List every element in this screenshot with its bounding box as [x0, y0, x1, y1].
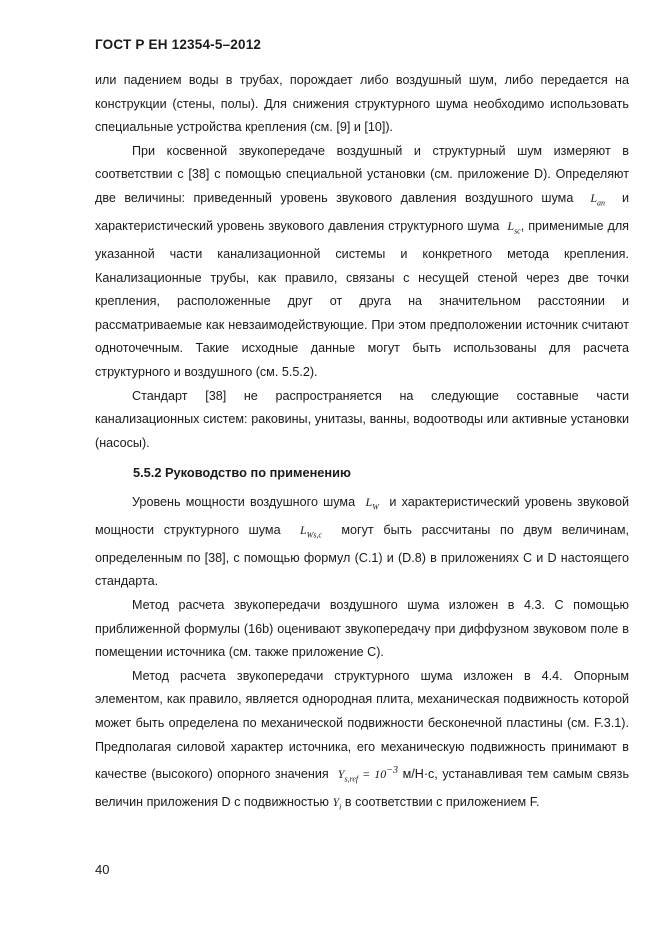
- paragraph-4: [95, 491, 629, 594]
- paragraph-4-part-c: могут быть рассчитаны по двум величинам, определенным по [38], с помощью формул (С.1) и (D.8) в приложениях С и D настоящего стандарта.: [95, 522, 630, 589]
- paragraph-3: Стандарт [38] не распространяется на следующие составные части канализационных систем: раковины, унитазы, ванны, водоотводы или активные установки (насосы).: [95, 388, 629, 450]
- formula-l-sc: $L_{sc}$: [507, 218, 521, 236]
- paragraph-6-part-b: м/Н·с, устанавливая тем самым связь величин приложения D с подвижностью: [95, 767, 630, 810]
- paragraph-2: [95, 140, 629, 385]
- page-number: 40: [95, 862, 110, 877]
- formula-l-ws: $L_{Ws,c}$: [299, 522, 322, 540]
- document-body: [95, 69, 629, 819]
- formula-l-an: $L_{an}$: [590, 190, 605, 208]
- formula-l-w: $L_W$: [365, 494, 379, 512]
- section-heading: 5.5.2 Руководство по применению: [133, 465, 351, 481]
- paragraph-2-part-c: , применимые для указанной части канализационной системы и конкретного метода крепления. Канализационные трубы, как правило, связаны с несущей стеной через две точки крепления, расположенные друг от друга на значительном расстоянии и рассматриваемые как невзаимодействующие. При этом предположении источник считают одноточечным. Такие исходные данные могут быть использованы для расчета структурного и воздушного (см. 5.5.2).: [95, 218, 629, 379]
- paragraph-4-part-a: Уровень мощности воздушного шума: [132, 494, 356, 509]
- paragraph-6-part-c: в соответствии с приложением F.: [344, 795, 540, 810]
- paragraph-6-part-a: Метод расчета звукопередачи структурного шума изложен в 4.4. Опорным элементом, как правило, является однородная плита, механическая подвижность которой может быть определена по механической подвижности бесконечной пластины (см. F.3.1). Предполагая силовой характер источника, его механическую подвижность принимают в качестве (высокого) опорного значения: [95, 668, 629, 782]
- paragraph-6: [95, 665, 629, 819]
- paragraph-2-part-b: и характеристический уровень звукового давления структурного шума: [95, 190, 629, 233]
- formula-y-ref: $Y_{s,ref} = 10^{-3}$: [337, 765, 399, 784]
- formula-y-i: $Y_i$: [332, 795, 342, 812]
- paragraph-5: Метод расчета звукопередачи воздушного шума изложен в 4.3. С помощью приближенной формулы (16b) оценивают звукопередачу при диффузном звуковом поле в помещении источника (см. также приложение С).: [95, 598, 629, 660]
- document-header: ГОСТ Р ЕН 12354-5–2012: [95, 37, 262, 52]
- paragraph-2-part-a: При косвенной звукопередаче воздушный и структурный шум измеряют в соответствии с [38] с помощью специальной установки (см. приложение D). Определяют две величины: приведенный уровень звукового давления воздушного шума: [95, 143, 629, 205]
- paragraph-4-part-b: и характеристический уровень звуковой мощности структурного шума: [95, 494, 630, 537]
- paragraph-1: или падением воды в трубах, порождает либо воздушный шум, либо передается на конструкции (стены, полы). Для снижения структурного шума необходимо использовать специальные устройства крепления (см. [9] и [10]).: [95, 73, 629, 135]
